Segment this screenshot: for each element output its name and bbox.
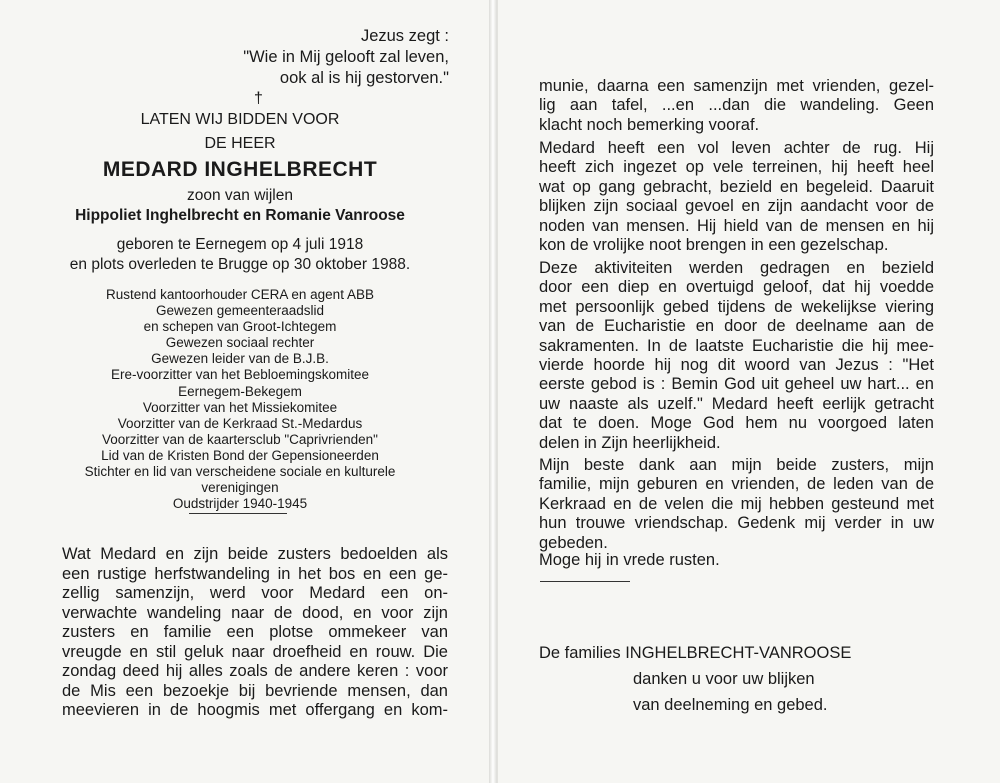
text-line: familie, mijn geburen en vrienden, de leden van de	[539, 475, 934, 494]
story-line: de Mis een bezoekje bij bevriende mensen, dan	[62, 681, 448, 700]
separator-rule	[189, 513, 287, 514]
title-line: Gewezen gemeenteraadslid	[155, 303, 325, 319]
quote-line-2: "Wie in Mij gelooft zal leven,	[243, 48, 449, 66]
thanks-line-1: danken u voor uw blijken	[633, 670, 815, 688]
text-line: met persoonlijk gebed tijdens de wekelijkse viering	[539, 297, 934, 316]
prayer-heading: LATEN WIJ BIDDEN VOOR	[140, 111, 340, 128]
story-line: een rustige herfstwandeling in het bos en een ge-	[62, 564, 448, 583]
title-line: Stichter en lid van verscheidene sociale en kulturele	[84, 464, 396, 480]
text-line: delen in Zijn heerlijkheid.	[539, 433, 721, 452]
title-line: Voorzitter van de Kerkraad St.-Medardus	[117, 415, 363, 431]
text-line: noden van mensen. Hij hield van de mensen en hij	[539, 216, 934, 235]
bible-quote	[129, 26, 449, 89]
title-line: Eernegem-Bekegem	[178, 383, 302, 399]
text-line: blijken zijn sociaal gevoel en zijn aandacht voor de	[539, 197, 934, 216]
text-line: sakramenten. In de laatste Eucharistie die hij mee-	[539, 336, 934, 355]
text-line: Medard heeft een vol leven achter de rug. Hij	[539, 139, 934, 157]
thanks-line-2: van deelneming en gebed.	[633, 696, 828, 714]
story-line: vreugde en stil geluk naar droefheid en rouw. Die	[62, 642, 448, 661]
title-line: Lid van de Kristen Bond der Gepensioneerden	[101, 447, 379, 463]
story-line: zellig samenzijn, werd voor Medard een on-	[62, 584, 448, 602]
title-line: Gewezen leider van de B.J.B.	[151, 351, 329, 367]
card-fold	[489, 0, 497, 783]
text-line: lig aan tafel, ...en ...dan die wandeling. Geen	[539, 96, 934, 115]
separator-rule	[540, 581, 630, 582]
text-line: vierde hoorde hij nog dit woord van Jezus : "Het	[539, 356, 934, 375]
text-line: klacht noch bemerking vooraf.	[539, 115, 760, 134]
paragraph-2	[539, 139, 934, 255]
life-dates	[30, 235, 450, 275]
text-line: Moge hij in vrede rusten.	[539, 551, 720, 569]
honorific: DE HEER	[204, 135, 276, 152]
closing-prayer	[539, 551, 934, 570]
text-line: uw naaste als uzelf." Medard heeft eerlijk getracht	[539, 394, 934, 413]
quote-line-1: Jezus zegt :	[360, 27, 449, 45]
deceased-name: MEDARD INGHELBRECHT	[102, 158, 378, 181]
quote-line-3: ook al is hij gestorven."	[279, 69, 449, 87]
text-line: eerste gebod is : Bemin God uit geheel uw hart... en	[539, 375, 934, 394]
text-line: gebeden.	[539, 533, 608, 552]
title-line: Rustend kantoorhouder CERA en agent ABB	[106, 287, 374, 302]
story-line: Wat Medard en zijn beide zusters bedoelden als	[62, 545, 448, 563]
text-line: hun trouwe vriendschap. Gedenk mij verder in uw	[539, 514, 934, 533]
story-line: zusters en familie een plotse ommekeer van	[62, 623, 448, 641]
text-line: van de Eucharistie en door de deelname aan de	[539, 317, 934, 336]
title-line: en schepen van Groot-Ichtegem	[143, 319, 337, 335]
paragraph-1	[539, 77, 934, 135]
paragraph-4	[539, 456, 934, 553]
birth-line: geboren te Eernegem op 4 juli 1918	[116, 236, 364, 253]
families-line: De families INGHELBRECHT-VANROOSE	[539, 644, 852, 662]
title-line: Ere-voorzitter van het Bebloemingskomitee	[110, 367, 370, 383]
thanks-block	[633, 668, 828, 720]
text-line: Mijn beste dank aan mijn beide zusters, mijn	[539, 456, 934, 474]
text-line: wat op gang gebracht, bezield en begeleid. Daaruit	[539, 177, 934, 196]
parents-names: Hippoliet Inghelbrecht en Romanie Vanroose	[75, 207, 405, 224]
story-line: zondag deed hij alles zoals de andere keren : voor	[62, 662, 448, 680]
text-line: Deze aktiviteiten werden gedragen en bezield	[539, 259, 934, 277]
story-paragraph	[62, 545, 448, 721]
paragraph-3	[539, 259, 934, 453]
title-line: Oudstrijder 1940-1945	[172, 496, 308, 512]
text-line: heeft zich ingezet op vele terreinen, hij heeft heel	[539, 158, 934, 177]
text-line: dat te doen. Moge God hem nu voorgoed laten	[539, 414, 934, 433]
text-line: kon de vrolijke noot brengen in een gezelschap.	[539, 236, 889, 255]
title-line: Voorzitter van de kaartersclub "Caprivrienden"	[102, 431, 378, 447]
text-line: Kerkraad en de velen die mij hebben gesteund met	[539, 494, 934, 513]
death-line: en plots overleden te Brugge op 30 oktober 1988.	[69, 256, 411, 273]
title-line: Gewezen sociaal rechter	[165, 335, 315, 351]
title-line: Voorzitter van het Missiekomitee	[142, 399, 338, 415]
title-line: verenigingen	[201, 480, 279, 496]
text-line: munie, daarna een samenzijn met vrienden, gezel-	[539, 77, 934, 95]
son-of-label: zoon van wijlen	[187, 187, 293, 204]
titles-list	[40, 287, 440, 512]
story-line: verwachte wandeling naar de dood, en voor zijn	[62, 603, 448, 622]
left-page	[0, 0, 490, 783]
story-line: meevieren in de hoogmis met offergang en kom-	[62, 701, 448, 719]
cross-symbol: †	[254, 90, 263, 107]
text-line: door een diep en overtuigd geloof, dat hij voedde	[539, 278, 934, 297]
